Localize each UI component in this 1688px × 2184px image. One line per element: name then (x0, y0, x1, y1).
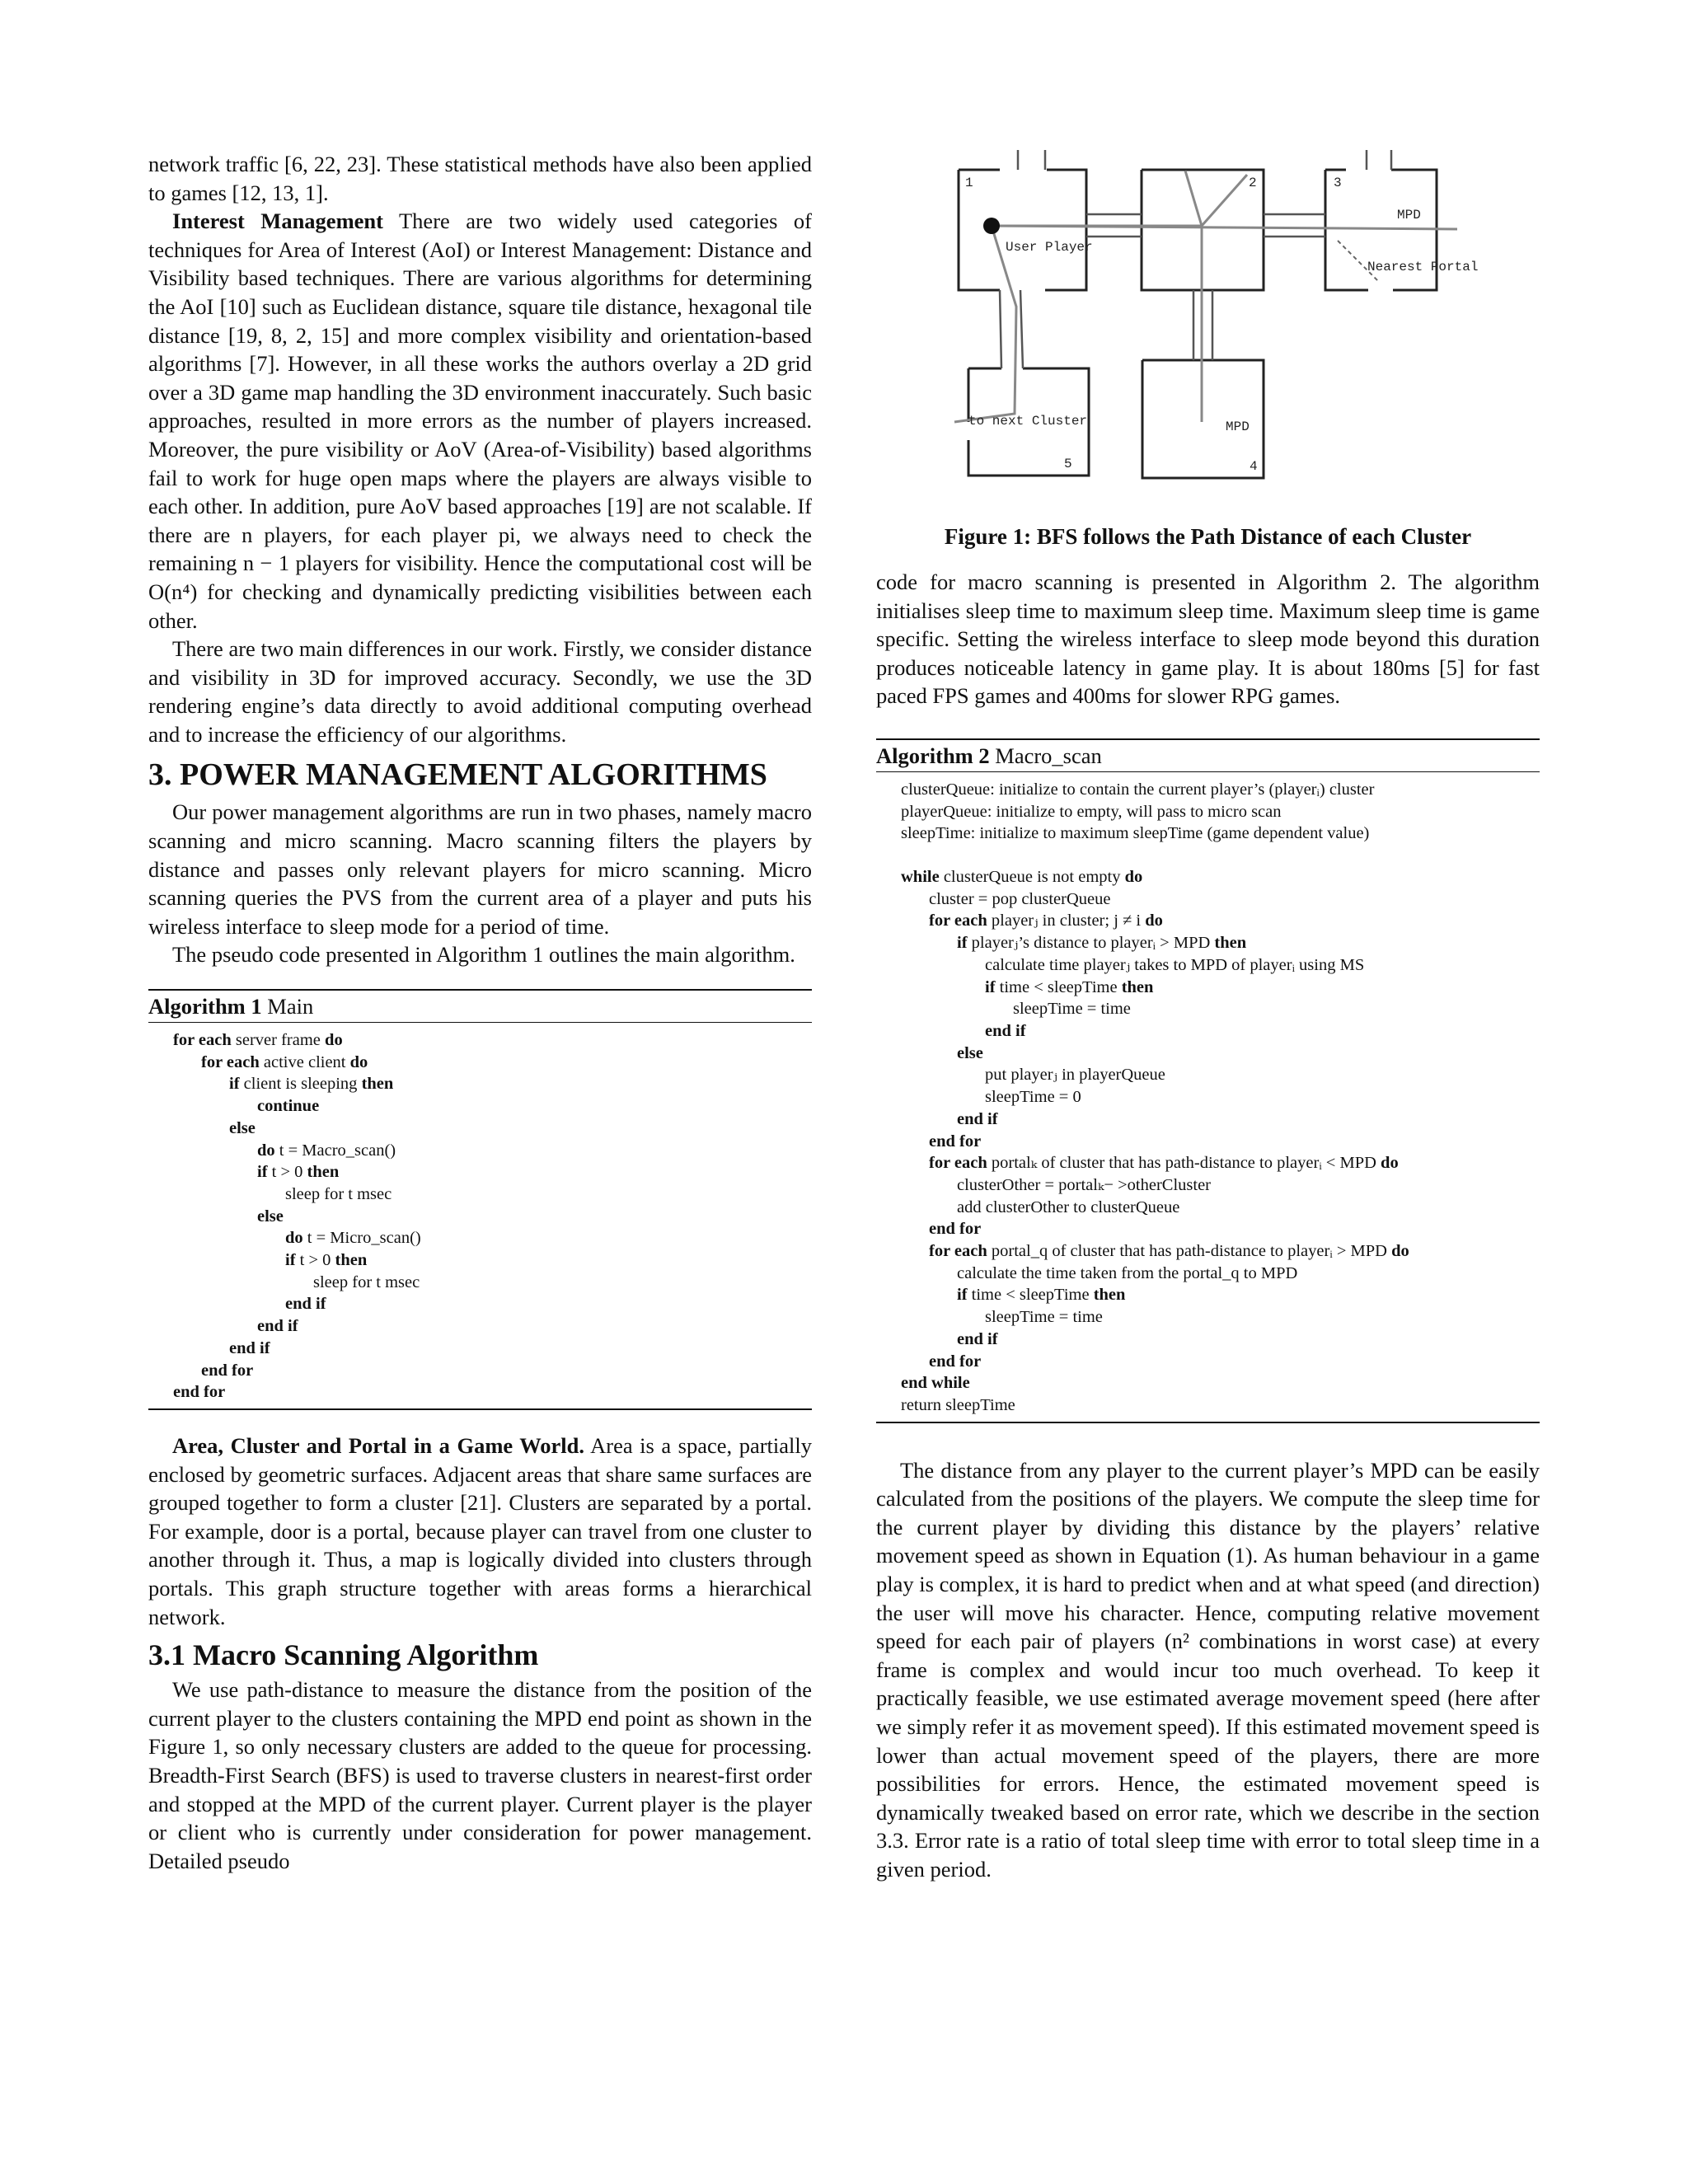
cluster-label-4: 4 (1250, 459, 1258, 474)
cluster-map-diagram (876, 150, 1540, 513)
cluster-1-walls (959, 170, 1086, 290)
paragraph-macro-pseudo: code for macro scanning is presented in Algorithm 2. The algorithm initialises sleep time to maximum sleep time. Maximum sleep time is game specific. Setting the wireless interface to sleep mode beyond this duration produces noticeable latency in game play. It is about 180ms [5] for fast paced FPS games and 400ms for slower RPG games. (876, 569, 1540, 709)
pseudo-code-line: cluster = pop clusterQueue (929, 889, 1111, 908)
pseudo-code-line: end for (929, 1352, 982, 1371)
paragraph-macro-scanning: We use path-distance to measure the distance from the position of the current player to the clusters containing the MPD end point as shown in the Figure 1, so only necessary clusters are added to the queue for processing. Breadth-First Search (BFS) is used to traverse clusters in nearest-first order and stopped at the MPD of the current player. Current player is the player or client who is currently under consideration for power management. Detailed pseudo (148, 1677, 812, 1873)
algorithm-1-body (148, 1023, 812, 1408)
cluster-label-3: 3 (1334, 176, 1342, 190)
figure-1 (876, 150, 1540, 513)
right-column (876, 150, 1540, 1884)
user-player-label: User Player (1006, 240, 1093, 255)
pseudo-code-line: add clusterOther to clusterQueue (957, 1197, 1180, 1216)
pseudo-code-line: if client is sleeping then (229, 1075, 394, 1094)
pseudo-code-line: end for (173, 1383, 226, 1402)
pseudo-code-spacer (876, 845, 1540, 866)
pseudo-code-line: end while (901, 1374, 970, 1393)
pseudo-code-line: if t > 0 then (285, 1251, 368, 1270)
pseudo-code-line: calculate time playerⱼ takes to MPD of playerᵢ using MS (985, 955, 1365, 974)
nearest-portal-label: Nearest Portal (1367, 260, 1479, 274)
pseudo-code-line: if playerⱼ’s distance to playerᵢ > MPD then (957, 934, 1247, 953)
mpd-bottom-label: MPD (1226, 419, 1250, 434)
subsection-heading-3-1: 3.1 Macro Scanning Algorithm (148, 1638, 539, 1672)
pseudo-code-line: do t = Macro_scan() (257, 1141, 396, 1160)
algorithm-name: Macro_scan (995, 743, 1102, 768)
algorithm-name: Main (267, 994, 314, 1019)
cluster-label-1: 1 (965, 176, 973, 190)
pseudo-code-line: for each playerⱼ in cluster; j ≠ i do (929, 912, 1163, 930)
path-line-next-cluster (954, 226, 1016, 422)
pseudo-code-line: end if (957, 1109, 998, 1128)
algorithm-2-title (876, 740, 1540, 772)
paragraph-differences: There are two main differences in our work. Firstly, we consider distance and visibility in 3D for improved accuracy. Secondly, we use the 3D rendering engine’s data directly to avoid additional computing overhead and to increase the efficiency of our algorithms. (148, 636, 812, 747)
algorithm-2-box (876, 738, 1540, 1423)
pseudo-code-line: calculate the time taken from the portal_q to MPD (957, 1263, 1298, 1282)
algorithm-1-title (148, 991, 812, 1023)
pseudo-code-line: for each portalₖ of cluster that has path-distance to playerᵢ < MPD do (929, 1154, 1399, 1173)
path-line-up-2 (1185, 171, 1202, 226)
pseudo-code-line: end if (257, 1317, 298, 1336)
corridor-top-3 (1367, 150, 1391, 170)
paragraph-area-cluster-portal (148, 1432, 812, 1631)
pseudo-code-line: else (957, 1043, 983, 1062)
pseudo-code-init-line: playerQueue: initialize to empty, will pass to micro scan (901, 802, 1282, 821)
pseudo-code-line: else (257, 1207, 284, 1226)
pseudo-code-line: for each server frame do (173, 1031, 343, 1050)
pseudo-code-line: sleepTime = 0 (985, 1088, 1081, 1107)
paragraph-pseudo-code-intro: The pseudo code presented in Algorithm 1 outlines the main algorithm. (172, 942, 795, 968)
pseudo-code-line: sleep for t msec (285, 1184, 392, 1203)
pseudo-code-line: for each portal_q of cluster that has path-distance to playerᵢ > MPD do (929, 1242, 1409, 1261)
pseudo-code-line: end if (285, 1295, 326, 1314)
section-heading-3: 3. POWER MANAGEMENT ALGORITHMS (148, 757, 767, 793)
paragraph-interest-management (148, 207, 812, 635)
user-player-dot (983, 218, 1000, 234)
paragraph-distance-sleep-time: The distance from any player to the current player’s MPD can be easily calculated from the positions of the players. We compute the sleep time for the current player by dividing this distance by the players’ relative movement speed as shown in Equation (1). As human behaviour in a game play is complex, it is hard to predict when and at what speed (and direction) the user will move his character. Hence, computing relative movement speed for each pair of players (n² combinations in worst case) at every frame is complex and would incur too much overhead. To keep it practically feasible, we use estimated average movement speed (here after we simply refer it as movement speed). If this estimated movement speed is lower than actual movement speed of the players, there are more possibilities for errors. Hence, the estimated movement speed is dynamically tweaked based on error rate, which we describe in the section 3.3. Error rate is a ratio of total sleep time with error to total sleep time in a given period. (876, 1457, 1540, 1882)
left-column (148, 150, 812, 1875)
pseudo-code-line: end for (929, 1220, 982, 1239)
algorithm-1-box (148, 989, 812, 1410)
cluster-label-5: 5 (1064, 457, 1072, 471)
pseudo-code-line: sleepTime = time (985, 1308, 1103, 1327)
paragraph-network-traffic: network traffic [6, 22, 23]. These statistical methods have also been applied to games [12, 13, 1]. (148, 152, 812, 205)
paragraph-power-management: Our power management algorithms are run in two phases, namely macro scanning and micro scanning. Macro scanning filters the players by distance and passes only relevant players for micro scanning. Micro scanning queries the PVS from the current area of a player and puts his wireless interface to sleep mode for a period of time. (148, 799, 812, 939)
paragraph-text: Area is a space, partially enclosed by geometric surfaces. Adjacent areas that share same surfaces are grouped together to form a cluster [21]. Clusters are separated by a portal. For example, door is a portal, because player can travel from one cluster to another through it. Thus, a map is logically divided into clusters through portals. This graph structure together with areas forms a hierarchical network. (148, 1432, 813, 1629)
pseudo-code-line: end for (201, 1361, 254, 1380)
paragraph-text: There are two widely used categories of techniques for Area of Interest (AoI) or Interest Management: Distance and Visibility based techniques. There are various algorithms for determining the AoI [10] such as Euclidean distance, square tile distance, hexagonal tile distance [19, 8, 2, 15] and more complex visibility and orientation-based algorithms [7]. However, in all these works the authors overlay a 2D grid over a 3D game map handling the 3D environment inaccurately. Such basic approaches, resulted in more errors as the number of players increased. Moreover, the pure visibility or AoV (Area-of-Visibility) based algorithms fail to work for huge open maps where the players are always visible to each other. In addition, pure AoV based approaches [19] are not scalable. If there are n players, for each player pi, we always need to check the remaining n − 1 players for visibility. Hence the computational cost will be O(n⁴) for checking and dynamically predicting visibilities between each other. (148, 209, 813, 633)
algorithm-2-body (876, 772, 1540, 1422)
pseudo-code-line: for each active client do (201, 1052, 368, 1071)
figure-1-caption: Figure 1: BFS follows the Path Distance of each Cluster (944, 524, 1472, 549)
algorithm-label: Algorithm 1 (148, 994, 262, 1019)
run-in-heading: Area, Cluster and Portal in a Game World. (172, 1432, 585, 1458)
pseudo-code-line: put playerⱼ in playerQueue (985, 1066, 1165, 1085)
path-line-up (992, 175, 1247, 226)
pseudo-code-line: end if (957, 1329, 998, 1348)
cluster-label-2: 2 (1249, 176, 1257, 190)
corridor-1-5 (1000, 290, 1023, 368)
algorithm-label: Algorithm 2 (876, 743, 990, 768)
pseudo-code-line: sleepTime = time (1013, 1000, 1131, 1019)
pseudo-code-init-line: sleepTime: initialize to maximum sleepTime (game dependent value) (901, 824, 1370, 843)
next-cluster-label: to next Cluster (968, 414, 1088, 429)
pseudo-code-line: if time < sleepTime then (957, 1286, 1126, 1305)
run-in-heading: Interest Management (172, 209, 383, 234)
corridor-top-1 (1018, 150, 1045, 170)
pseudo-code-line: do t = Micro_scan() (285, 1229, 421, 1248)
pseudo-code-line: end if (985, 1022, 1026, 1040)
pseudo-code-line: if time < sleepTime then (985, 977, 1154, 996)
mpd-top-label: MPD (1397, 208, 1421, 223)
pseudo-code-line: if t > 0 then (257, 1163, 340, 1182)
pseudo-code-line: continue (257, 1097, 320, 1116)
corridor-2-3 (1264, 214, 1325, 237)
pseudo-code-line: end if (229, 1338, 270, 1357)
pseudo-code-line: while clusterQueue is not empty do (901, 868, 1143, 887)
pseudo-code-init-line: clusterQueue: initialize to contain the current player’s (playerᵢ) cluster (901, 780, 1375, 799)
pseudo-code-line: end for (929, 1132, 982, 1151)
pseudo-code-line: sleep for t msec (313, 1272, 420, 1291)
pseudo-code-line: clusterOther = portalₖ− >otherCluster (957, 1175, 1212, 1194)
pseudo-code-line: return sleepTime (901, 1395, 1015, 1414)
pseudo-code-line: else (229, 1118, 256, 1137)
